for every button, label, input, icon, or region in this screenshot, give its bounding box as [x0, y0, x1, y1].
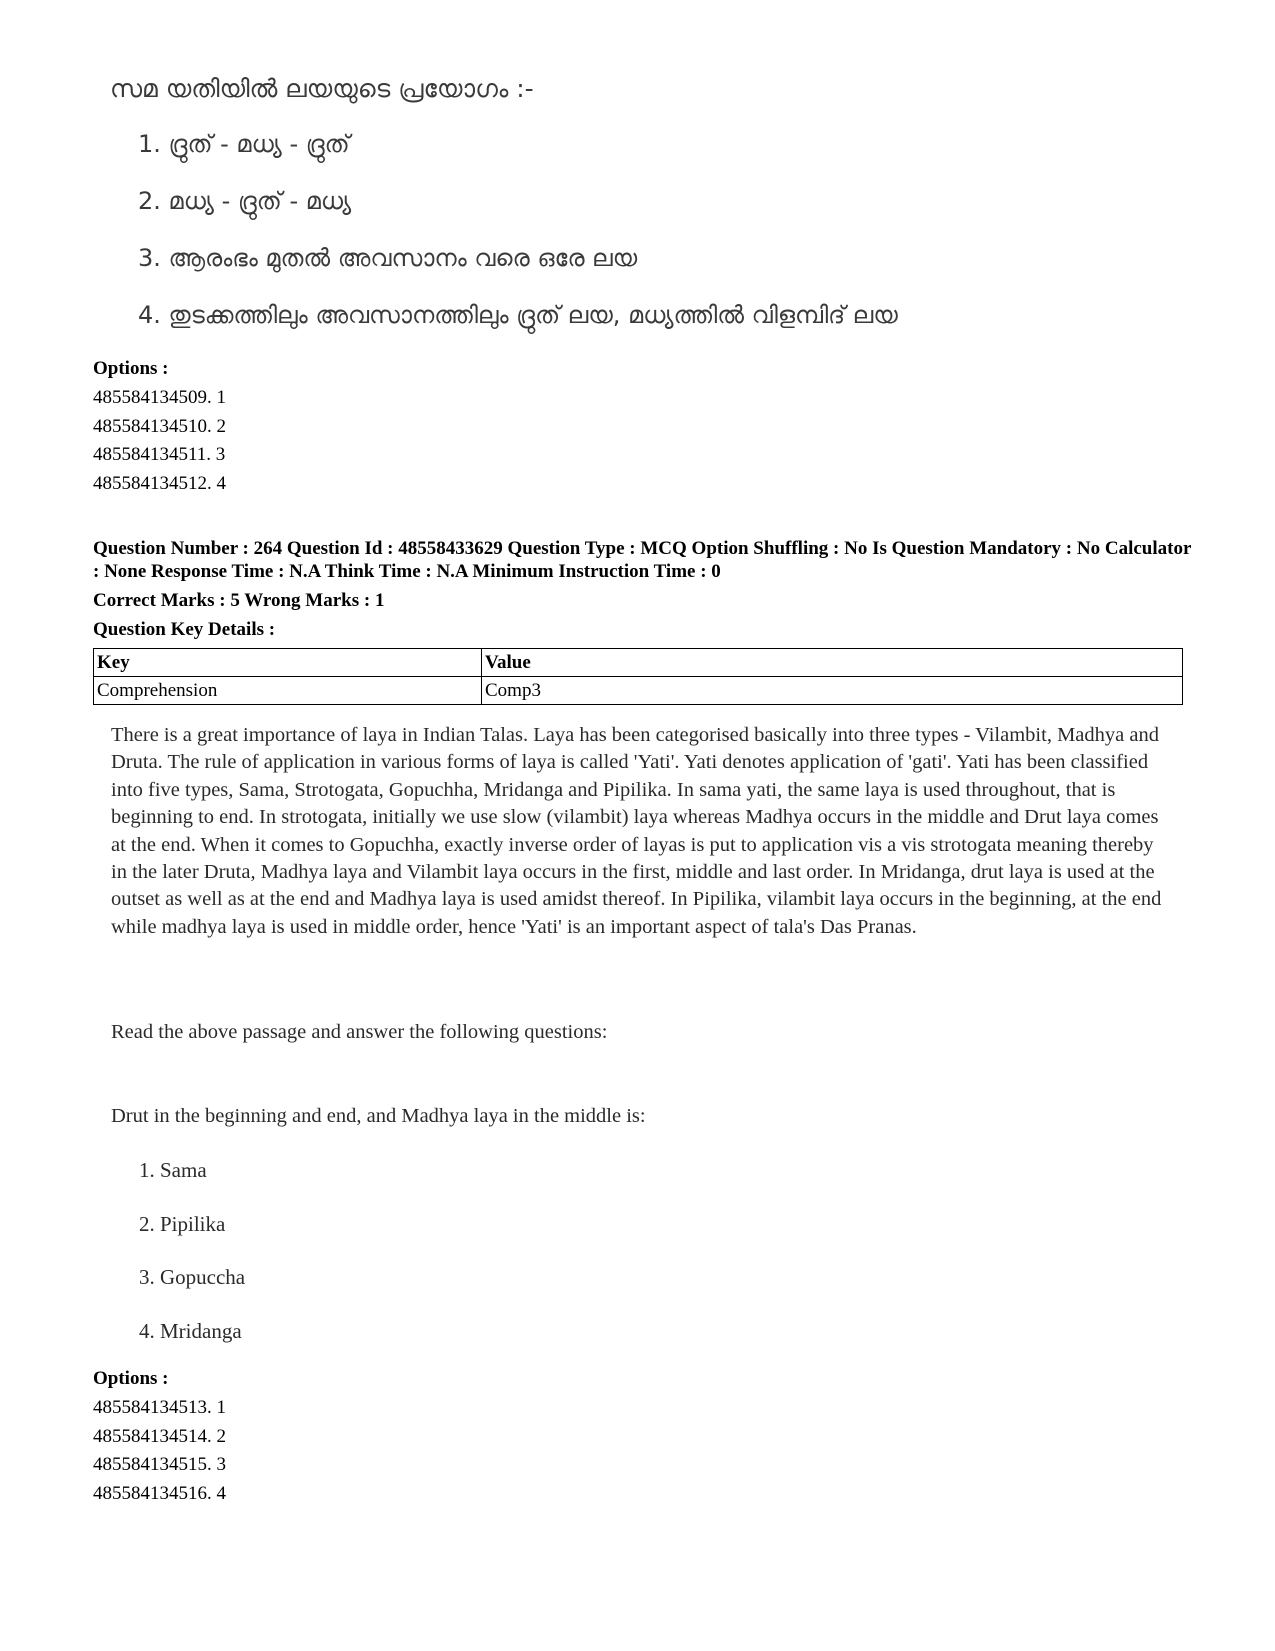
previous-question-choices [138, 130, 898, 358]
options-label: Options : [93, 1368, 169, 1389]
table-row [94, 677, 1183, 705]
question-key-details-label: Question Key Details : [93, 619, 276, 640]
option-item: 485584134509. 1 [93, 387, 226, 408]
comprehension-passage: There is a great importance of laya in Indian Talas. Laya has been categorised basically into three types - Vilambit, Madhya and Druta. The rule of application in various forms of laya is called 'Yati'. Yati denotes application of 'gati'. Yati has been classified into five types, Sama, Strotogata, Gopuchha, Mridanga and Pipilika. In sama yati, the same laya is used throughout, that is beginning to end. In strotogata, initially we use slow (vilambit) laya whereas Madhya occurs in the middle and Drut laya comes at the end. When it comes to Gopuchha, exactly inverse order of layas is put to application vis a vis strotogata meaning thereby in the later Druta, Madhya laya and Vilambit laya occurs in the first, middle and last order. In Mridanga, drut laya is used at the outset as well as at the end and Madhya laya is used amidst thereof. In Pipilika, vilambit laya occurs in the beginning, at the end while madhya laya is used in middle order, hence 'Yati' is an important aspect of tala's Das Pranas. [111, 724, 1162, 938]
option-item: 485584134516. 4 [93, 1482, 226, 1504]
option-item: 485584134511. 3 [93, 444, 226, 465]
choice-item: 3. Gopuccha [139, 1265, 246, 1289]
choice-item: 4. Mridanga [139, 1318, 242, 1343]
previous-question-heading: സമ യതിയിൽ ലയയുടെ പ്രയോഗം :- [110, 74, 534, 103]
table-cell-value: Comp3 [482, 677, 1183, 705]
options-label: Options : [93, 358, 169, 379]
option-item: 485584134514. 2 [93, 1425, 226, 1447]
option-item: 485584134515. 3 [93, 1454, 226, 1475]
marks-line: Correct Marks : 5 Wrong Marks : 1 [93, 590, 385, 611]
option-item: 485584134512. 4 [93, 472, 226, 494]
passage-instruction: Read the above passage and answer the following questions: [111, 1021, 608, 1043]
question-choices [139, 1158, 245, 1372]
option-item: 485584134513. 1 [93, 1397, 226, 1418]
option-item: 485584134510. 2 [93, 415, 226, 437]
choice-item: 3. ആരംഭം മുതൽ അവസാനം വരെ ഒരേ ലയ [138, 244, 638, 272]
choice-item: 2. Pipilika [139, 1211, 226, 1236]
choice-item: 4. തുടക്കത്തിലും അവസാനത്തിലും ദ്രുത് ലയ, മധ്യത്തിൽ വിളമ്പിദ് ലയ [138, 301, 898, 329]
options-list [93, 384, 226, 498]
table-header-row [94, 649, 1183, 677]
question-text: Drut in the beginning and end, and Madhya laya in the middle is: [111, 1105, 646, 1127]
choice-item: 1. ദ്രുത് - മധ്യ - ദ്രുത് [138, 130, 350, 158]
choice-item: 1. Sama [139, 1158, 207, 1182]
options-list [93, 1394, 226, 1508]
column-header-key: Key [94, 649, 482, 677]
question-key-table [93, 648, 1183, 705]
question-metadata: Question Number : 264 Question Id : 48558433629 Question Type : MCQ Option Shuffling : No Is Question Mandatory : No Calculator : None Response Time : N.A Think Time : N.A Minimum Instruction Time : 0 [93, 538, 1192, 582]
table-cell-key: Comprehension [94, 677, 482, 705]
choice-item: 2. മധ്യ - ദ്രുത് - മധ്യ [138, 187, 352, 215]
column-header-value: Value [482, 649, 1183, 677]
